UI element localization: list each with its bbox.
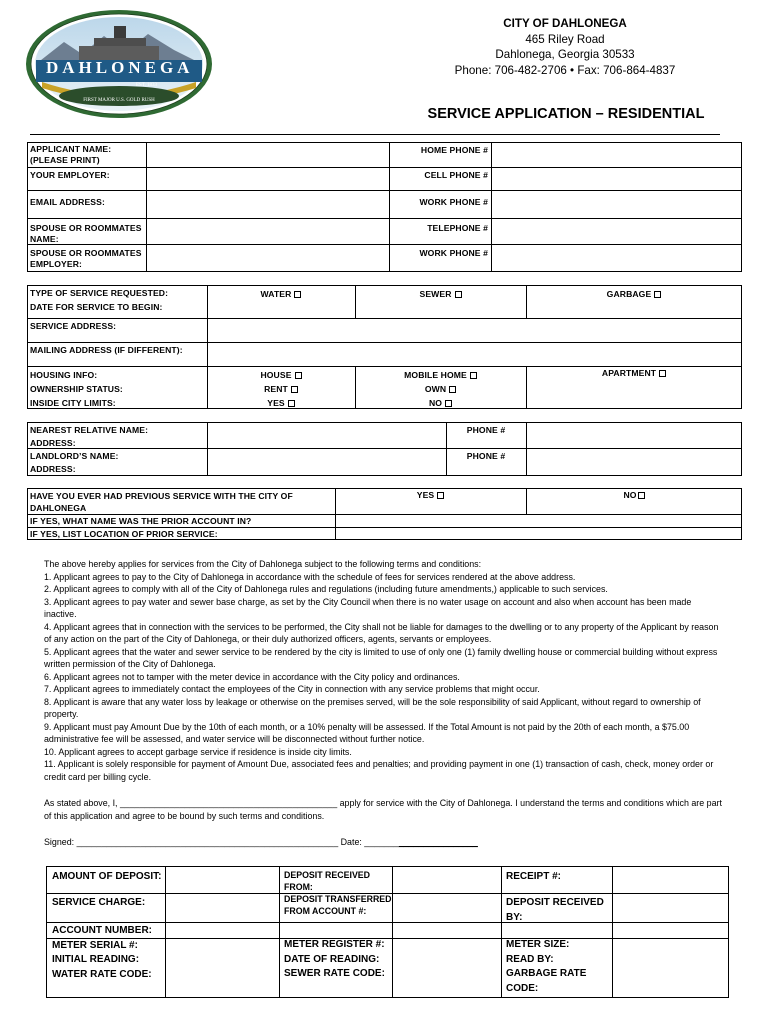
previous-service-question-2: DAHLONEGA (30, 503, 87, 513)
deposit-received-from-sub: FROM: (284, 882, 313, 892)
from-account-label: FROM ACCOUNT #: (284, 906, 367, 916)
title-underline (30, 134, 720, 135)
inside-yes-option[interactable]: YES (209, 396, 353, 410)
water-rate-code-label: WATER RATE CODE: (52, 968, 152, 980)
garbage-option[interactable]: GARBAGE (528, 289, 740, 300)
sewer-rate-code-label: SEWER RATE CODE: (284, 968, 385, 979)
deposit-received-from-label: DEPOSIT RECEIVED (284, 870, 371, 880)
rent-option[interactable]: RENT (209, 382, 353, 396)
terms-item: 10. Applicant agrees to accept garbage service if residence is inside city limits. (44, 746, 352, 757)
relative-phone-label: PHONE # (466, 425, 506, 435)
own-checkbox[interactable] (449, 386, 456, 393)
email-input[interactable] (148, 191, 388, 217)
spouse-employer-input[interactable] (148, 245, 388, 271)
relative-address-label: ADDRESS: (30, 437, 76, 448)
logo-name: DAHLONEGA (46, 58, 194, 77)
mailing-address-label: MAILING ADDRESS (IF DIFFERENT): (30, 345, 183, 355)
service-charge-label: SERVICE CHARGE: (52, 897, 146, 908)
own-option[interactable]: OWN (357, 382, 524, 396)
prior-account-name-input[interactable] (337, 515, 740, 526)
garbage-rate-label: GARBAGE RATE (506, 968, 587, 979)
home-phone-label: HOME PHONE # (420, 145, 488, 155)
sewer-checkbox[interactable] (455, 291, 462, 298)
rent-checkbox[interactable] (291, 386, 298, 393)
signature-line[interactable]: Signed: _____________________________________________________ Date: _______________________ (44, 837, 478, 847)
water-checkbox[interactable] (294, 291, 301, 298)
inside-no-option[interactable]: NO (357, 396, 524, 410)
previous-yes-option[interactable]: YES (337, 490, 524, 501)
spouse-name-sub: NAME: (30, 234, 59, 244)
water-option[interactable]: WATER (209, 289, 353, 300)
terms-item: 9. Applicant must pay Amount Due by the 10th of each month, or a 10% penalty will be assessed. If the Total Amount is not paid by the 20th of each month, a $75.00 administrative fee will be assessed, and water service will be disconnected without further notice. (44, 721, 690, 744)
work-phone-label: WORK PHONE # (419, 197, 488, 207)
sewer-option[interactable]: SEWER (357, 289, 524, 300)
service-address-label: SERVICE ADDRESS: (30, 321, 117, 331)
landlord-name-label: LANDLORD’S NAME: (30, 451, 119, 461)
garbage-checkbox[interactable] (654, 291, 661, 298)
service-date-label: DATE FOR SERVICE TO BEGIN: (30, 302, 163, 312)
nearest-relative-label: NEAREST RELATIVE NAME: (30, 425, 149, 435)
employer-input[interactable] (148, 168, 388, 189)
terms-item: 5. Applicant agrees that the water and sewer service to be rendered by the city is limited to use of only one (1) family dwelling house or commercial building without express written permission of the City of Dahlonega. (44, 646, 718, 669)
deposit-received-by-label: DEPOSIT RECEIVED (506, 897, 604, 908)
relative-phone-input[interactable] (528, 423, 740, 447)
type-of-service-label: TYPE OF SERVICE REQUESTED: (30, 288, 169, 298)
prior-service-location-label: IF YES, LIST LOCATION OF PRIOR SERVICE: (30, 529, 218, 539)
agreement-statement: As stated above, I, ____________________________________________ apply for service with the City of Dahlonega. I understand the terms and conditions which are part of this application and agree to be bound by such terms and conditions. (44, 798, 722, 821)
work-phone-2-input[interactable] (493, 245, 741, 271)
terms-item: 4. Applicant agrees that in connection with the services to be performed, the City shall not be liable for damages to the dwelling or to any property of the Applicant by reason of any action on the part of the City of Dahlonega, or their duly authorized officers, agents, servants or employees. (44, 621, 719, 644)
previous-no-checkbox[interactable] (638, 492, 645, 499)
service-date-input[interactable] (209, 302, 739, 317)
account-number-label: ACCOUNT NUMBER: (52, 925, 152, 936)
apartment-checkbox[interactable] (659, 370, 666, 377)
prior-account-name-label: IF YES, WHAT NAME WAS THE PRIOR ACCOUNT IN? (30, 516, 252, 526)
mobile-home-checkbox[interactable] (470, 372, 477, 379)
logo-slogan: FIRST MAJOR U.S. GOLD RUSH (83, 98, 155, 103)
city-phone-fax: Phone: 706-482-2706 • Fax: 706-864-4837 (454, 63, 676, 77)
applicant-name-sub: (PLEASE PRINT) (30, 155, 100, 165)
garbage-rate-code-label: CODE: (506, 982, 539, 994)
meter-register-label: METER REGISTER #: (284, 939, 385, 950)
terms-item: 6. Applicant agrees not to tamper with the meter device in accordance with the City policy and ordinances. (44, 671, 460, 682)
terms-and-conditions (44, 558, 724, 783)
terms-item: 8. Applicant is aware that any water loss by leakage or otherwise on the premises served, will be the sole responsibility of said Applicant, without regard to ownership of property. (44, 696, 701, 719)
applicant-name-input[interactable] (148, 143, 388, 166)
mobile-home-option[interactable]: MOBILE HOME (357, 368, 524, 382)
landlord-phone-input[interactable] (528, 449, 740, 475)
spouse-employer-label: SPOUSE OR ROOMMATES (30, 248, 142, 258)
terms-intro: The above hereby applies for services from the City of Dahlonega subject to the following terms and conditions: (44, 559, 482, 569)
meter-size-label: METER SIZE: (506, 939, 570, 950)
landlord-name-input[interactable] (209, 449, 445, 475)
city-name: CITY OF DAHLONEGA (503, 17, 627, 30)
logo-est: EST. 1833 (136, 83, 158, 88)
previous-yes-checkbox[interactable] (437, 492, 444, 499)
telephone-label: TELEPHONE # (427, 223, 488, 233)
spouse-name-input[interactable] (148, 219, 388, 243)
spouse-employer-sub: EMPLOYER: (30, 259, 82, 269)
amount-of-deposit-label: AMOUNT OF DEPOSIT: (52, 871, 162, 882)
landlord-phone-label: PHONE # (466, 451, 506, 461)
initial-reading-label: INITIAL READING: (52, 954, 140, 965)
previous-service-question: HAVE YOU EVER HAD PREVIOUS SERVICE WITH THE CITY OF (30, 491, 293, 501)
relative-name-input[interactable] (209, 423, 445, 447)
previous-no-option[interactable]: NO (528, 490, 740, 501)
prior-service-location-input[interactable] (337, 528, 740, 539)
cell-phone-input[interactable] (493, 168, 741, 189)
deposit-transferred-label: DEPOSIT TRANSFERRED (284, 894, 392, 904)
applicant-name-label: APPLICANT NAME: (30, 144, 112, 154)
apartment-option[interactable]: APARTMENT (528, 368, 740, 379)
mailing-address-input[interactable] (209, 343, 739, 365)
terms-item: 11. Applicant is solely responsible for payment of Amount Due, associated fees and penalties; and providing payment in one (1) transaction of cash, check, money order or credit card per billing cycle. (44, 759, 714, 782)
terms-item: 2. Applicant agrees to comply with all of the City of Dahlonega rules and regulations (including future amendments,) applicable to such services. (44, 584, 608, 594)
deposit-received-by-sub: BY: (506, 911, 523, 923)
work-phone-input[interactable] (493, 191, 741, 217)
city-logo (24, 8, 214, 120)
house-checkbox[interactable] (295, 372, 302, 379)
date-line[interactable]: ________________ (398, 837, 478, 847)
receipt-label: RECEIPT #: (506, 871, 562, 882)
inside-no-checkbox[interactable] (445, 400, 452, 407)
read-by-label: READ BY: (506, 953, 554, 965)
inside-city-limits-label: INSIDE CITY LIMITS: (30, 398, 116, 408)
house-option[interactable]: HOUSE (209, 368, 353, 382)
service-address-input[interactable] (209, 319, 739, 341)
telephone-input[interactable] (493, 219, 741, 243)
home-phone-input[interactable] (493, 143, 741, 166)
landlord-address-label: ADDRESS: (30, 463, 76, 474)
date-of-reading-label: DATE OF READING: (284, 953, 380, 965)
email-label: EMAIL ADDRESS: (30, 197, 105, 207)
spouse-name-label: SPOUSE OR ROOMMATES (30, 223, 142, 233)
ownership-status-label: OWNERSHIP STATUS: (30, 384, 123, 394)
terms-item: 7. Applicant agrees to immediately contact the employees of the City in connection with any service problems that might occur. (44, 684, 540, 694)
terms-item: 3. Applicant agrees to pay water and sewer base charge, as set by the City Council when there is no water usage on account and also when account has been made inactive. (44, 596, 692, 619)
inside-yes-checkbox[interactable] (288, 400, 295, 407)
employer-label: YOUR EMPLOYER: (30, 170, 110, 180)
city-address-line1: 465 Riley Road (525, 32, 605, 46)
terms-item: 1. Applicant agrees to pay to the City of Dahlonega in accordance with the schedule of fees for services rendered at the above address. (44, 571, 576, 582)
housing-info-label: HOUSING INFO: (30, 370, 98, 380)
work-phone-2-label: WORK PHONE # (419, 248, 488, 258)
meter-serial-label: METER SERIAL #: (52, 939, 138, 951)
city-address-line2: Dahlonega, Georgia 30533 (495, 48, 635, 61)
form-title: SERVICE APPLICATION – RESIDENTIAL (427, 106, 705, 122)
cell-phone-label: CELL PHONE # (424, 170, 488, 180)
